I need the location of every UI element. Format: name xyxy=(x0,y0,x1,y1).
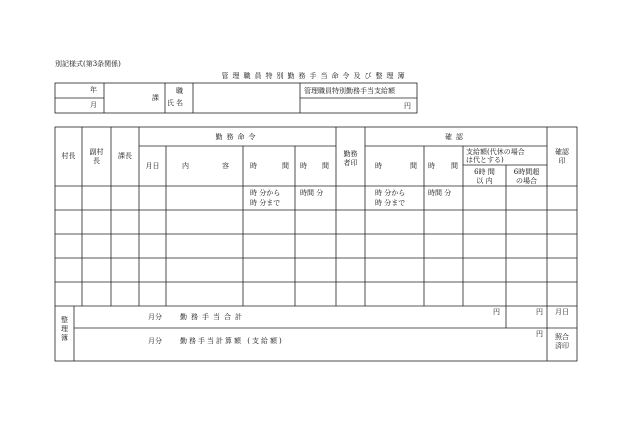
calc-month-label: 月分 xyxy=(148,337,162,345)
calc-label: 勤務手当計算額 (支給額) xyxy=(180,337,284,345)
verify-seal-1: 照合 xyxy=(555,333,569,341)
year-label: 年 xyxy=(90,86,97,94)
order-hours-header-2: 間 xyxy=(322,162,329,170)
row-hours: 時間 分 xyxy=(300,189,324,197)
pay-header-1: 支給額(代休の場合 xyxy=(466,148,525,156)
group-confirm: 確認 xyxy=(445,133,467,141)
total-label: 勤務手当合計 xyxy=(180,313,246,321)
row-confirm-from: 時 分から xyxy=(375,189,406,197)
allowance-yen-label: 円 xyxy=(404,102,411,110)
order-time-header-2: 間 xyxy=(282,162,289,170)
total-yen-2: 円 xyxy=(536,308,543,316)
col-confirm-seal-1: 確認 xyxy=(555,148,569,156)
total-month-label: 月分 xyxy=(148,313,162,321)
total-yen-1: 円 xyxy=(493,308,500,316)
col-sonchou: 村長 xyxy=(61,152,76,160)
confirm-time-header-2: 間 xyxy=(410,162,417,170)
row-confirm-hours: 時間 分 xyxy=(428,189,452,197)
group-work-order: 勤務命令 xyxy=(215,133,260,141)
pay-under6-1: 6時 間 xyxy=(474,168,495,176)
order-hours-header-1: 時 xyxy=(300,162,307,170)
col-kachou: 課長 xyxy=(118,152,132,160)
order-time-header-1: 時 xyxy=(250,162,257,170)
allowance-label: 管理職員特別勤務手当支給額 xyxy=(304,87,395,95)
row-time-from: 時 分から xyxy=(250,189,281,197)
col-fuku-sonchou-2: 長 xyxy=(93,157,100,165)
col-worker-seal-1: 勤務 xyxy=(343,150,358,158)
verify-seal-2: 済印 xyxy=(555,342,569,350)
order-content-header-1: 内 xyxy=(182,162,189,170)
ledger-side-3: 簿 xyxy=(61,334,68,342)
col-worker-seal-2: 者印 xyxy=(343,159,358,167)
pay-under6-2: 以 内 xyxy=(476,177,493,185)
form-reference: 別記様式(第3条関係) xyxy=(55,60,121,68)
job-label: 職 xyxy=(176,87,183,95)
section-label: 課 xyxy=(152,94,159,102)
name-label: 氏名 xyxy=(167,99,185,107)
pay-over6-2: の場合 xyxy=(516,177,537,185)
confirm-hours-header-2: 間 xyxy=(451,162,458,170)
calc-yen: 円 xyxy=(536,330,543,338)
row-confirm-to: 時 分まで xyxy=(375,199,406,207)
order-content-header-2: 容 xyxy=(222,162,229,170)
pay-over6-1: 6時間超 xyxy=(513,168,540,176)
month-date-label: 月日 xyxy=(555,308,569,316)
confirm-time-header-1: 時 xyxy=(375,162,382,170)
order-date-header: 月日 xyxy=(145,162,160,170)
ledger-side-2: 理 xyxy=(61,325,68,333)
col-confirm-seal-2: 印 xyxy=(558,157,566,165)
ledger-side-1: 整 xyxy=(61,316,68,324)
confirm-hours-header-1: 時 xyxy=(428,162,435,170)
pay-header-2: は代とする) xyxy=(466,156,504,164)
form-title: 管理職員特別勤務手当命令及び整理簿 xyxy=(221,72,409,80)
col-fuku-sonchou-1: 副村 xyxy=(89,148,104,156)
row-time-to: 時 分まで xyxy=(250,199,281,207)
month-label: 月 xyxy=(90,101,97,109)
